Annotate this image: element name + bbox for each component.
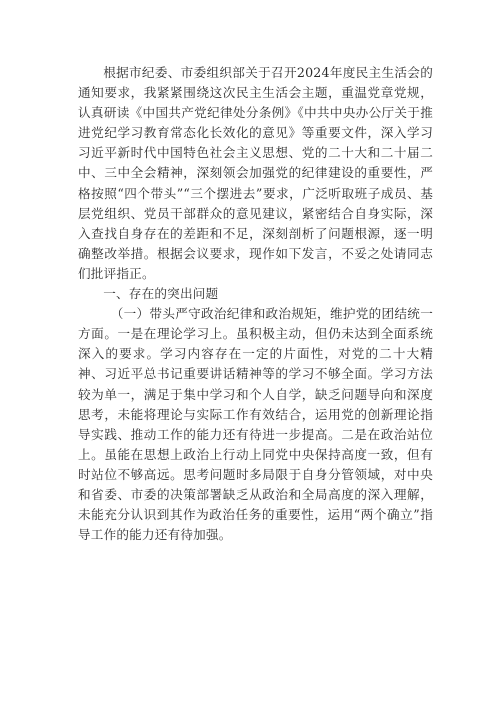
subsection-paragraph: （一）带头严守政治纪律和政治规矩，维护党的团结统一方面。一是在理论学习上。虽积极主动，但仍未达到全面系统深入的要求。学习内容存在一定的片面性，对党的二十大精神、习近平总书记重要讲话精神等的学习不够全面。学习方法较为单一，满足于集中学习和个人自学，缺乏问题导向和深度思考，未能将理论与实际工作有效结合，运用党的创新理论指导实践、推动工作的能力还有待进一步提高。二是在政治站位上。虽能在思想上政治上行动上同党中央保持高度一致，但有时站位不够高远。思考问题时多局限于自身分管领域，对中央和省委、市委的决策部署缺乏从政治和全局高度的深入理解，未能充分认识到其作为政治任务的重要性，运用“两个确立”指导工作的能力还有待加强。 xyxy=(78,306,433,543)
document-body xyxy=(78,63,433,545)
intro-paragraph: 根据市纪委、市委组织部关于召开2024年度民主生活会的通知要求，我紧紧围绕这次民主生活会主题，重温党章党规，认真研读《中国共产党纪律处分条例》《中共中央办公厅关于推进党纪学习教育常态化长效化的意见》等重要文件，深入学习习近平新时代中国特色社会主义思想、党的二十大和二十届二中、三中全会精神，深刻领会加强党的纪律建设的重要性，严格按照“四个带头”“三个摆进去”要求，广泛听取班子成员、基层党组织、党员干部群众的意见建议，紧密结合自身实际，深入查找自身存在的差距和不足，深刻剖析了问题根源，逐一明确整改举措。根据会议要求，现作如下发言，不妥之处请同志们批评指正。 xyxy=(78,65,433,281)
section-heading: 一、存在的突出问题 xyxy=(103,286,219,302)
